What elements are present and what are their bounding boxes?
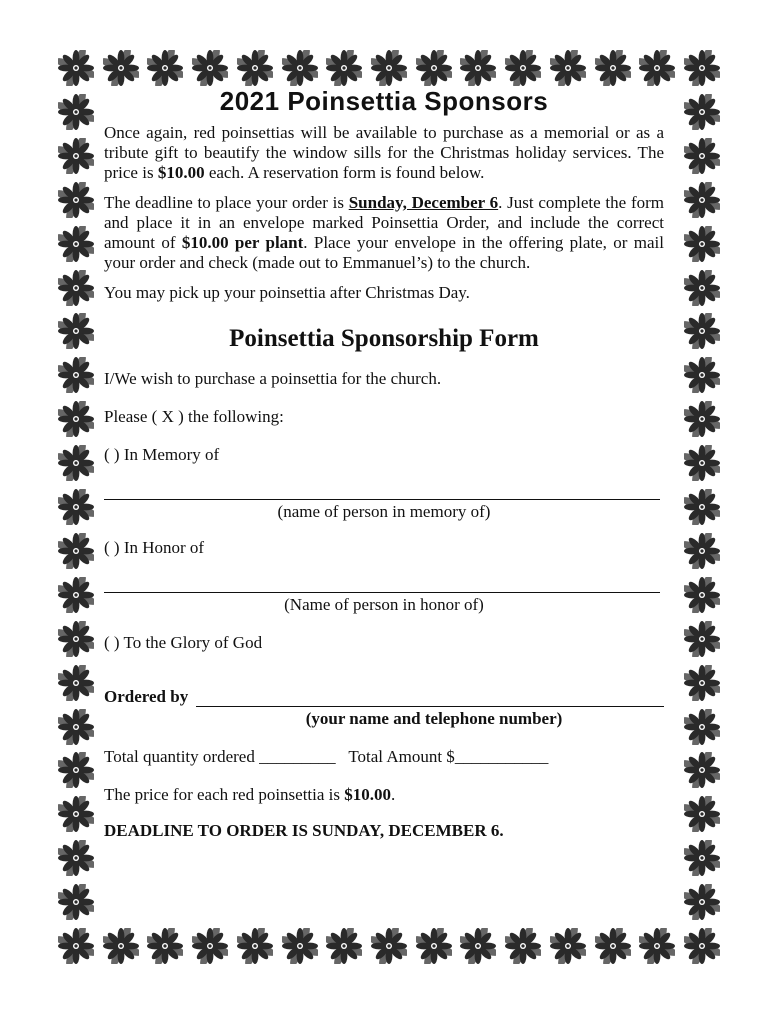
poinsettia-flower-icon (416, 928, 452, 964)
poinsettia-flower-icon (684, 840, 720, 876)
poinsettia-flower-icon (684, 401, 720, 437)
poinsettia-flower-icon (371, 50, 407, 86)
poinsettia-flower-icon (460, 928, 496, 964)
poinsettia-flower-icon (684, 50, 720, 86)
poinsettia-flower-icon (371, 928, 407, 964)
poinsettia-flower-icon (58, 489, 94, 525)
poinsettia-flower-icon (416, 50, 452, 86)
glory-option[interactable]: ( ) To the Glory of God (104, 633, 263, 652)
document-body (104, 86, 664, 841)
price-value: $10.00 (344, 785, 392, 804)
poinsettia-flower-icon (505, 928, 541, 964)
poinsettia-flower-icon (147, 928, 183, 964)
poinsettia-flower-icon (58, 357, 94, 393)
memory-option[interactable]: ( ) In Memory of (104, 445, 220, 464)
poinsettia-flower-icon (58, 445, 94, 481)
poinsettia-flower-icon (58, 796, 94, 832)
poinsettia-flower-icon (58, 709, 94, 745)
poinsettia-flower-icon (550, 50, 586, 86)
poinsettia-flower-icon (684, 665, 720, 701)
poinsettia-flower-icon (326, 50, 362, 86)
poinsettia-flower-icon (505, 50, 541, 86)
poinsettia-flower-icon (684, 94, 720, 130)
poinsettia-flower-icon (639, 928, 675, 964)
please-line: Please ( X ) the following: (104, 407, 284, 426)
poinsettia-flower-icon (684, 445, 720, 481)
poinsettia-flower-icon (684, 226, 720, 262)
poinsettia-flower-icon (237, 928, 273, 964)
poinsettia-flower-icon (58, 50, 94, 86)
intro-paragraph-1 (104, 123, 664, 183)
deadline-text: Sunday, December 6 (348, 193, 499, 212)
ordered-by-label: Ordered by (104, 687, 189, 706)
honor-caption: (Name of person in honor of) (284, 595, 484, 614)
ordered-by-row (104, 687, 664, 707)
poinsettia-flower-icon (58, 182, 94, 218)
poinsettia-flower-icon (684, 533, 720, 569)
intro-text: . Just complete the form and place it in an envelope marked Poinsettia Order, and include the correct amount of (104, 193, 664, 252)
poinsettia-flower-icon (58, 270, 94, 306)
price-label: The price for each red poinsettia is (104, 785, 345, 804)
poinsettia-flower-icon (192, 928, 228, 964)
poinsettia-flower-icon (684, 313, 720, 349)
poinsettia-flower-icon (58, 621, 94, 657)
poinsettia-flower-icon (684, 182, 720, 218)
poinsettia-flower-icon (639, 50, 675, 86)
poinsettia-flower-icon (103, 50, 139, 86)
page-title: 2021 Poinsettia Sponsors (219, 86, 549, 116)
poinsettia-flower-icon (684, 577, 720, 613)
intro-text: . Place your envelope in the offering plate, or mail your order and check (made out to Emmanuel’s) to the church. (104, 233, 664, 272)
poinsettia-flower-icon (595, 928, 631, 964)
form-title: Poinsettia Sponsorship Form (229, 325, 539, 352)
poinsettia-flower-icon (58, 138, 94, 174)
poinsettia-flower-icon (684, 884, 720, 920)
quantity-label: Total quantity ordered (104, 747, 255, 766)
poinsettia-flower-icon (103, 928, 139, 964)
purchase-line: I/We wish to purchase a poinsettia for the church. (104, 369, 442, 388)
poinsettia-flower-icon (282, 50, 318, 86)
poinsettia-flower-icon (58, 533, 94, 569)
poinsettia-flower-icon (58, 884, 94, 920)
poinsettia-flower-icon (58, 94, 94, 130)
poinsettia-flower-icon (58, 577, 94, 613)
ordered-by-field[interactable] (196, 692, 664, 707)
amount-field[interactable]: ___________ (454, 747, 549, 766)
ordered-by-caption: (your name and telephone number) (305, 709, 563, 728)
poinsettia-flower-icon (684, 270, 720, 306)
poinsettia-flower-icon (58, 928, 94, 964)
price-line (104, 785, 664, 805)
poinsettia-flower-icon (58, 226, 94, 262)
amount-label: Total Amount $ (348, 747, 455, 766)
poinsettia-flower-icon (282, 928, 318, 964)
poinsettia-flower-icon (684, 621, 720, 657)
deadline-notice: DEADLINE TO ORDER IS SUNDAY, DECEMBER 6. (104, 821, 504, 840)
poinsettia-flower-icon (550, 928, 586, 964)
memory-name-field[interactable] (104, 489, 660, 500)
intro-text: each. A reservation form is found below. (204, 163, 485, 182)
honor-option[interactable]: ( ) In Honor of (104, 538, 205, 557)
honor-name-field[interactable] (104, 582, 660, 593)
poinsettia-flower-icon (237, 50, 273, 86)
poinsettia-flower-icon (684, 489, 720, 525)
poinsettia-flower-icon (684, 752, 720, 788)
poinsettia-flower-icon (58, 665, 94, 701)
intro-paragraph-3: You may pick up your poinsettia after Christmas Day. (104, 283, 470, 302)
poinsettia-flower-icon (147, 50, 183, 86)
quantity-field[interactable]: _________ (259, 747, 336, 766)
intro-text: The deadline to place your order is (104, 193, 349, 212)
poinsettia-flower-icon (58, 752, 94, 788)
price-text: $10.00 (157, 163, 205, 182)
poinsettia-flower-icon (460, 50, 496, 86)
poinsettia-flower-icon (58, 313, 94, 349)
intro-text: Once again, red poinsettias will be available to purchase as a memorial or as a tribute gift to beautify the window sills for the Christmas holiday services. The price is (104, 123, 664, 182)
intro-paragraph-2 (104, 193, 664, 273)
poinsettia-flower-icon (684, 357, 720, 393)
poinsettia-flower-icon (684, 709, 720, 745)
poinsettia-flower-icon (326, 928, 362, 964)
poinsettia-flower-icon (684, 796, 720, 832)
amount-text: $10.00 per plant (181, 233, 304, 252)
poinsettia-flower-icon (595, 50, 631, 86)
poinsettia-flower-icon (684, 138, 720, 174)
poinsettia-flower-icon (684, 928, 720, 964)
price-end: . (391, 785, 396, 804)
poinsettia-flower-icon (192, 50, 228, 86)
poinsettia-flower-icon (58, 840, 94, 876)
totals-line (104, 747, 664, 767)
memory-caption: (name of person in memory of) (277, 502, 491, 521)
poinsettia-flower-icon (58, 401, 94, 437)
